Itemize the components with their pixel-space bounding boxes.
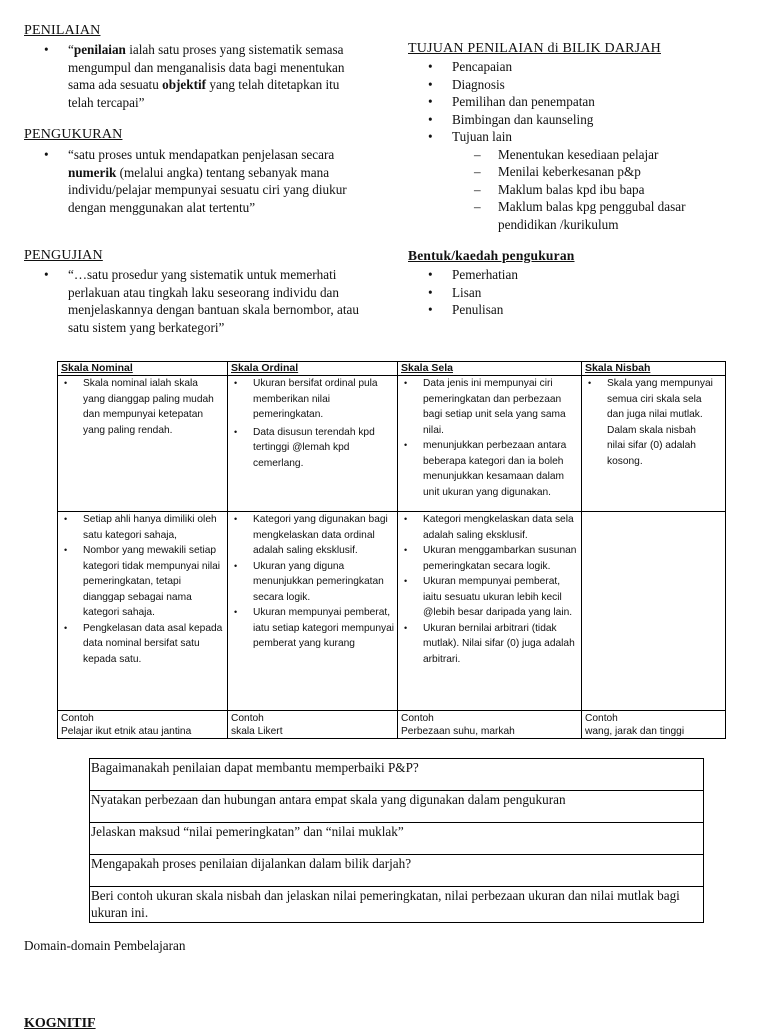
list-item bbox=[428, 284, 712, 302]
item-text: Menentukan kesediaan pelajar bbox=[498, 146, 659, 162]
pengukuran-title: PENGUKURAN bbox=[24, 127, 123, 142]
contoh-value: skala Likert bbox=[231, 726, 283, 737]
questions-table bbox=[89, 758, 704, 923]
cell-text: Ukuran bernilai arbitrari (tidak mutlak). Nilai sifar (0) juga adalah arbitrari. bbox=[423, 622, 575, 665]
dash: – bbox=[474, 181, 481, 197]
cell-text: Data jenis ini mempunyai ciri pemeringkatan dan perbezaan bagi setiap unit sela yang sama nilai. bbox=[423, 378, 566, 436]
header-nominal: Skala Nominal bbox=[58, 362, 228, 376]
list-item bbox=[428, 93, 752, 111]
bullet: • bbox=[428, 94, 433, 109]
cell-nisbah-2 bbox=[582, 512, 726, 711]
pengujian-title: PENGUJIAN bbox=[24, 248, 103, 263]
dash: – bbox=[474, 146, 481, 162]
contoh-label: Contoh bbox=[585, 713, 618, 724]
pengujian-list bbox=[44, 266, 360, 336]
cell-nominal-2 bbox=[58, 512, 228, 711]
bullet: • bbox=[588, 378, 592, 388]
list-item bbox=[44, 146, 358, 216]
question-2: Nyatakan perbezaan dan hubungan antara empat skala yang digunakan dalam pengukuran bbox=[90, 791, 704, 823]
bullet: • bbox=[404, 576, 408, 586]
bullet: • bbox=[64, 514, 68, 524]
definition-text: (melalui angka) tentang sebanyak mana individu/pelajar mempunyai sesuatu ciri yang diukur dengan menggunakan alat tertentu” bbox=[68, 164, 347, 215]
item-text: Pemilihan dan penempatan bbox=[452, 94, 595, 109]
bullet: • bbox=[404, 545, 408, 555]
table-row-contoh bbox=[58, 711, 726, 739]
table-row bbox=[58, 376, 726, 512]
bullet: • bbox=[404, 514, 408, 524]
cell-item bbox=[234, 425, 394, 472]
contoh-ordinal bbox=[228, 711, 398, 739]
contoh-label: Contoh bbox=[61, 713, 94, 724]
bullet: • bbox=[64, 378, 68, 388]
cell-text: Kategori yang digunakan bagi mengkelaskan data ordinal adalah saling eksklusif. bbox=[253, 514, 388, 556]
cell-item bbox=[404, 574, 578, 621]
item-text: Pemerhatian bbox=[452, 267, 518, 282]
cell-text: Pengkelasan data asal kepada data nominal bersifat satu kepada satu. bbox=[83, 622, 223, 665]
penilaian-list bbox=[44, 41, 358, 111]
item-text: Pencapaian bbox=[452, 59, 513, 74]
sublist-item bbox=[474, 163, 752, 181]
sublist-item bbox=[474, 181, 752, 199]
definition-text: “…satu prosedur yang sistematik untuk memerhati perlakuan atau tingkah laku seseorang individu dan menjelaskannya dengan bantuan skala bernombor, atau satu sistem yang berkategori” bbox=[68, 267, 359, 335]
term-objektif: objektif bbox=[162, 77, 207, 92]
cell-item bbox=[64, 512, 224, 543]
tujuan-list bbox=[428, 58, 752, 233]
bullet: • bbox=[44, 147, 49, 162]
sublist-item bbox=[474, 198, 728, 233]
contoh-label: Contoh bbox=[401, 713, 434, 724]
cell-text: Ukuran menggambarkan susunan pemeringkatan secara logik. bbox=[423, 545, 577, 572]
cell-ordinal-1 bbox=[228, 376, 398, 512]
bullet: • bbox=[64, 545, 68, 555]
cell-text: Ukuran mempunyai pemberat, iatu setiap kategori mempunyai pemberat yang kurang bbox=[253, 607, 395, 649]
cell-item bbox=[404, 543, 578, 574]
cell-text: Ukuran yang diguna menunjukkan pemeringkatan secara logik. bbox=[253, 560, 384, 603]
cell-item bbox=[404, 376, 578, 438]
cell-item bbox=[64, 543, 224, 621]
contoh-nominal bbox=[58, 711, 228, 739]
item-text: Tujuan lain bbox=[452, 129, 512, 144]
cell-item bbox=[234, 512, 394, 559]
item-text: Menilai keberkesanan p&p bbox=[498, 164, 641, 179]
list-item bbox=[428, 266, 712, 284]
bullet: • bbox=[428, 267, 433, 282]
item-text: Maklum balas kpd ibu bapa bbox=[498, 181, 645, 197]
list-item bbox=[44, 266, 360, 336]
contoh-nisbah bbox=[582, 711, 726, 739]
cell-text: Nombor yang mewakili setiap kategori tidak mempunyai nilai pemeringkatan, tetapi dianggap sebagai nama kategori sahaja. bbox=[83, 545, 221, 618]
contoh-value: Pelajar ikut etnik atau jantina bbox=[61, 726, 192, 737]
header-nisbah: Skala Nisbah bbox=[582, 362, 726, 376]
bullet: • bbox=[428, 129, 433, 144]
cell-item bbox=[64, 376, 224, 438]
cell-text: Kategori mengkelaskan data sela adalah saling eksklusif. bbox=[423, 514, 574, 541]
item-text: Maklum balas kpg penggubal dasar pendidikan /kurikulum bbox=[498, 199, 686, 232]
cell-ordinal-2 bbox=[228, 512, 398, 711]
cell-text: Ukuran bersifat ordinal pula memberikan nilai pemeringkatan. bbox=[253, 378, 378, 420]
bullet: • bbox=[64, 622, 68, 633]
question-3: Jelaskan maksud “nilai pemeringkatan” dan “nilai muklak” bbox=[90, 823, 704, 855]
item-text: Diagnosis bbox=[452, 76, 505, 92]
cell-item bbox=[234, 605, 395, 652]
bullet: • bbox=[404, 378, 408, 388]
list-item bbox=[428, 128, 752, 233]
cell-text: Skala nominal ialah skala yang dianggap paling mudah dan mempunyai ketepatan yang paling rendah. bbox=[83, 378, 214, 436]
question-1: Bagaimanakah penilaian dapat membantu memperbaiki P&P? bbox=[90, 759, 704, 791]
cell-item bbox=[234, 559, 394, 606]
tujuan-sublist bbox=[452, 146, 752, 234]
item-text: Penulisan bbox=[452, 302, 504, 317]
cell-sela-2 bbox=[398, 512, 582, 711]
cell-text: Setiap ahli hanya dimiliki oleh satu kategori sahaja, bbox=[83, 514, 217, 541]
cell-nominal-1 bbox=[58, 376, 228, 512]
contoh-value: wang, jarak dan tinggi bbox=[585, 726, 685, 737]
contoh-value: Perbezaan suhu, markah bbox=[401, 726, 515, 737]
bullet: • bbox=[234, 607, 238, 617]
list-item bbox=[44, 41, 358, 111]
question-5: Beri contoh ukuran skala nisbah dan jelaskan nilai pemeringkatan, nilai perbezaan ukuran dan nilai mutlak bagi ukuran ini. bbox=[90, 887, 704, 923]
bullet: • bbox=[428, 111, 433, 127]
bullet: • bbox=[44, 267, 49, 282]
dash: – bbox=[474, 164, 481, 179]
question-4: Mengapakah proses penilaian dijalankan dalam bilik darjah? bbox=[90, 855, 704, 887]
cell-item bbox=[588, 376, 722, 469]
definition-text: yang telah ditetapkan itu telah tercapai” bbox=[68, 77, 340, 110]
quote-open: “ bbox=[68, 42, 74, 57]
bullet: • bbox=[234, 560, 238, 571]
cell-item bbox=[404, 621, 578, 668]
definition-text: ialah satu proses yang sistematik semasa mengumpul dan menganalisis data bagi menentukan sama ada sesuatu bbox=[68, 42, 345, 92]
list-item bbox=[428, 58, 752, 76]
header-ordinal: Skala Ordinal bbox=[228, 362, 398, 376]
header-sela: Skala Sela bbox=[398, 362, 582, 376]
bullet: • bbox=[234, 426, 238, 437]
kognitif-heading: KOGNITIF bbox=[24, 1016, 96, 1031]
bullet: • bbox=[234, 378, 238, 388]
cell-item bbox=[404, 438, 578, 500]
cell-text: Data disusun terendah kpd tertinggi @lemah kpd cemerlang. bbox=[253, 426, 375, 469]
scales-table bbox=[57, 361, 726, 739]
tujuan-title: TUJUAN PENILAIAN di BILIK DARJAH bbox=[408, 41, 661, 56]
bullet: • bbox=[428, 76, 433, 92]
cell-item bbox=[64, 621, 224, 668]
cell-sela-1 bbox=[398, 376, 582, 512]
bullet: • bbox=[404, 622, 408, 633]
table-header-row bbox=[58, 362, 726, 376]
penilaian-title: PENILAIAN bbox=[24, 23, 101, 38]
list-item bbox=[428, 301, 712, 319]
contoh-label: Contoh bbox=[231, 713, 264, 724]
list-item bbox=[428, 76, 752, 94]
definition-text: “satu proses untuk mendapatkan penjelasan secara bbox=[68, 147, 335, 162]
bullet: • bbox=[404, 440, 408, 450]
list-item bbox=[428, 111, 752, 129]
bullet: • bbox=[234, 514, 238, 524]
cell-text: Skala yang mempunyai semua ciri skala sela dan juga nilai mutlak. Dalam skala nisbah nilai sifar (0) adalah kosong. bbox=[607, 378, 713, 467]
cell-text: menunjukkan perbezaan antara beberapa kategori dan ia boleh menunjukkan kesamaan dalam unit ukuran yang digunakan. bbox=[423, 440, 567, 498]
bullet: • bbox=[428, 59, 433, 74]
cell-text: Ukuran mempunyai pemberat, iaitu sesuatu ukuran lebih kecil @lebih besar daripada yang lain. bbox=[423, 576, 573, 618]
cell-item bbox=[404, 512, 578, 543]
contoh-sela bbox=[398, 711, 582, 739]
table-row bbox=[58, 512, 726, 711]
item-text: Lisan bbox=[452, 284, 482, 300]
bullet: • bbox=[44, 42, 49, 57]
domain-heading: Domain-domain Pembelajaran bbox=[24, 938, 186, 953]
dash: – bbox=[474, 199, 481, 214]
bullet: • bbox=[428, 284, 433, 300]
term-numerik: numerik bbox=[68, 164, 117, 180]
item-text: Bimbingan dan kaunseling bbox=[452, 111, 594, 127]
bentuk-title: Bentuk/kaedah pengukuran bbox=[408, 248, 575, 263]
bentuk-list bbox=[428, 266, 712, 319]
cell-item bbox=[234, 376, 394, 423]
sublist-item bbox=[474, 146, 752, 164]
cell-nisbah-1 bbox=[582, 376, 726, 512]
pengukuran-list bbox=[44, 146, 358, 216]
term-penilaian: penilaian bbox=[73, 42, 126, 57]
bullet: • bbox=[428, 302, 433, 317]
